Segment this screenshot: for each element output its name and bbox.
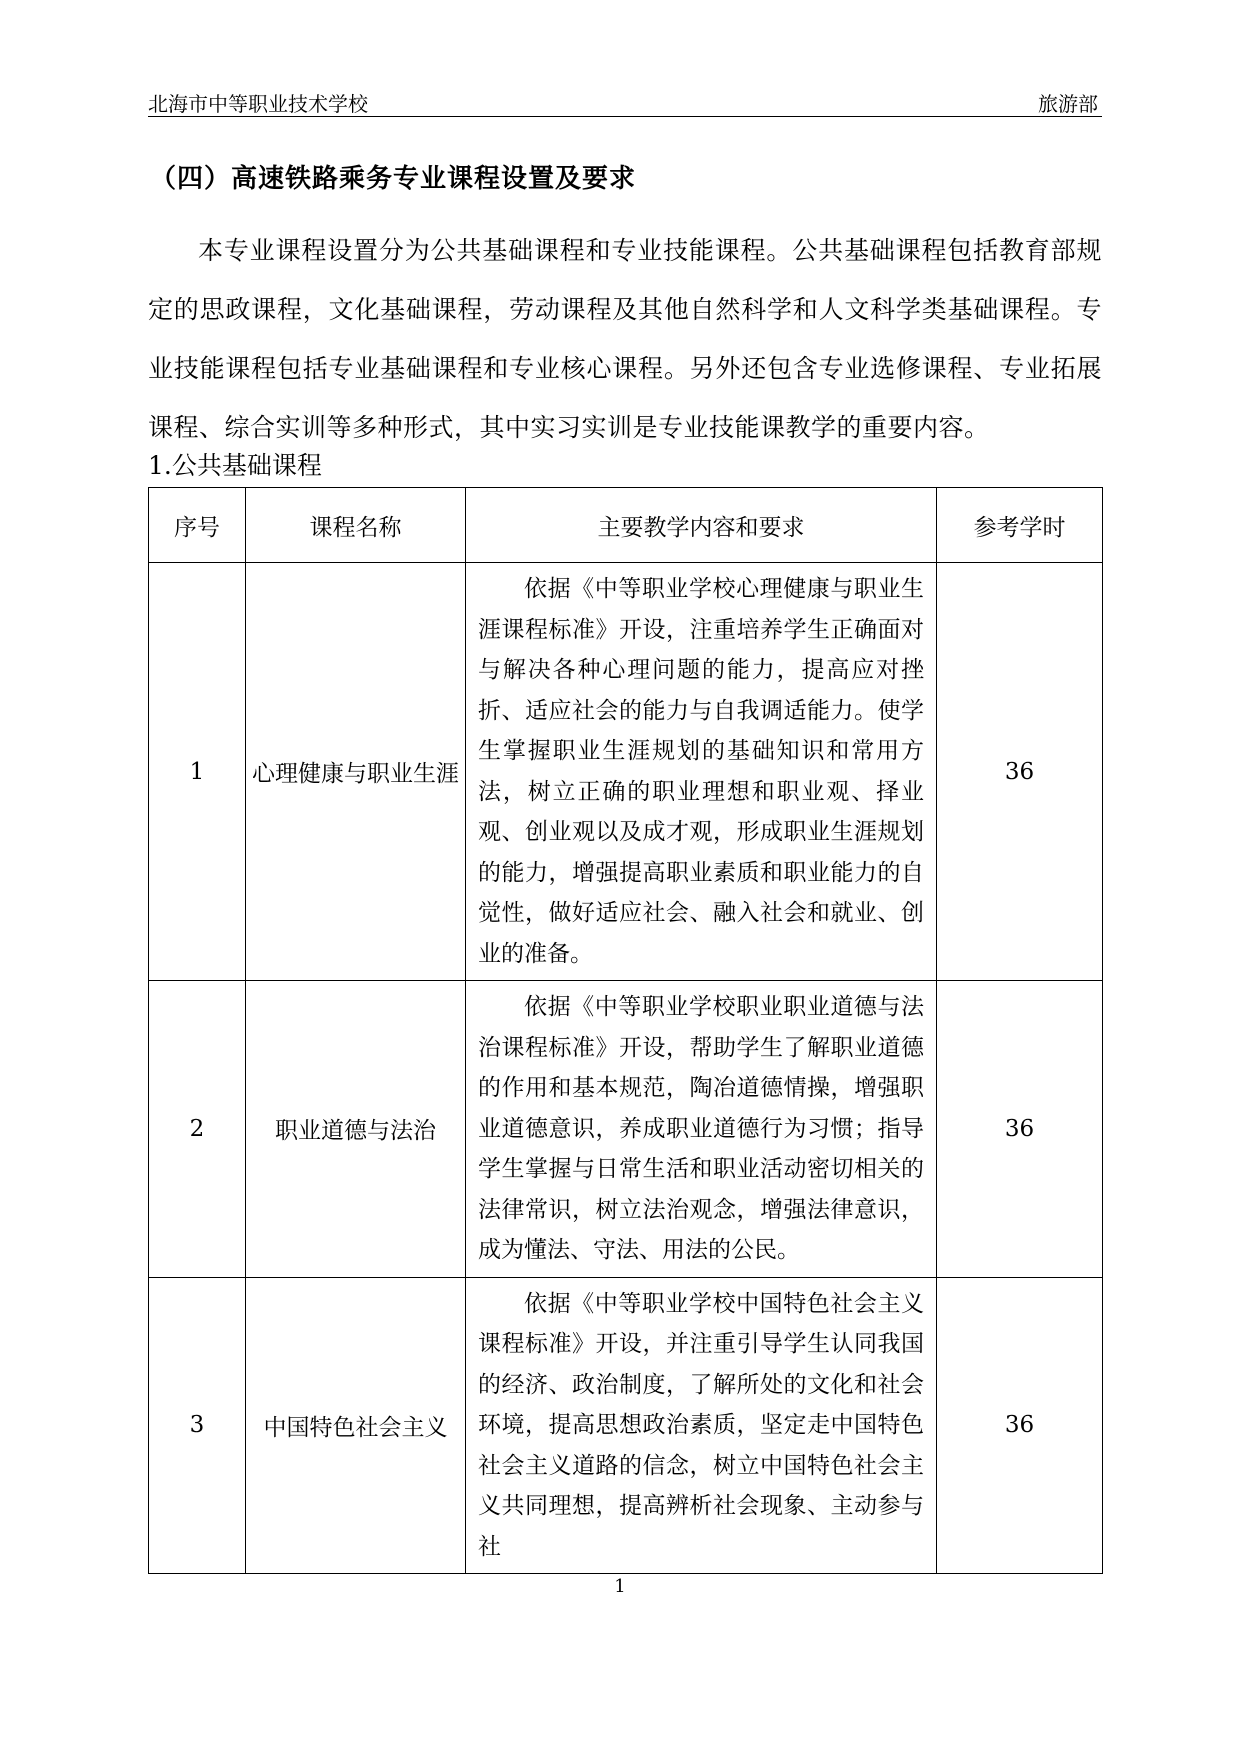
table-row (149, 1277, 1103, 1574)
course-table (148, 487, 1103, 1574)
row-no: 2 (149, 981, 246, 1278)
page-number: 1 (614, 1576, 626, 1597)
table-row (149, 981, 1103, 1278)
row-hours: 36 (937, 981, 1103, 1278)
header-course-name: 课程名称 (246, 488, 466, 563)
row-no: 1 (149, 563, 246, 981)
header-content: 主要教学内容和要求 (466, 488, 937, 563)
row-content: 依据《中等职业学校职业职业道德与法治课程标准》开设，帮助学生了解职业道德的作用和基本规范，陶冶道德情操，增强职业道德意识，养成职业道德行为习惯；指导学生掌握与日常生活和职业活动密切相关的法律常识，树立法治观念，增强法律意识，成为懂法、守法、用法的公民。 (466, 981, 937, 1278)
header-hours: 参考学时 (937, 488, 1103, 563)
row-content: 依据《中等职业学校心理健康与职业生涯课程标准》开设，注重培养学生正确面对与解决各种心理问题的能力，提高应对挫折、适应社会的能力与自我调适能力。使学生掌握职业生涯规划的基础知识和常用方法，树立正确的职业理想和职业观、择业观、创业观以及成才观，形成职业生涯规划的能力，增强提高职业素质和职业能力的自觉性，做好适应社会、融入社会和就业、创业的准备。 (466, 563, 937, 981)
department-name: 旅游部 (1038, 92, 1098, 116)
page-header (148, 86, 1102, 117)
row-hours: 36 (937, 563, 1103, 981)
row-hours: 36 (937, 1277, 1103, 1574)
intro-paragraph: 本专业课程设置分为公共基础课程和专业技能课程。公共基础课程包括教育部规定的思政课程，文化基础课程，劳动课程及其他自然科学和人文科学类基础课程。专业技能课程包括专业基础课程和专业核心课程。另外还包含专业选修课程、专业拓展课程、综合实训等多种形式，其中实习实训是专业技能课教学的重要内容。 (148, 236, 1102, 442)
table-header-row (149, 488, 1103, 563)
header-no: 序号 (149, 488, 246, 563)
row-course-name: 心理健康与职业生涯 (246, 563, 466, 981)
subheading: 1.公共基础课程 (148, 451, 322, 480)
table-row (149, 563, 1103, 981)
row-course-name: 中国特色社会主义 (246, 1277, 466, 1574)
section-title: （四）高速铁路乘务专业课程设置及要求 (150, 164, 637, 194)
row-no: 3 (149, 1277, 246, 1574)
school-name: 北海市中等职业技术学校 (148, 92, 368, 116)
row-content: 依据《中等职业学校中国特色社会主义课程标准》开设，并注重引导学生认同我国的经济、政治制度，了解所处的文化和社会环境，提高思想政治素质，坚定走中国特色社会主义道路的信念，树立中国特色社会主义共同理想，提高辨析社会现象、主动参与社 (466, 1277, 937, 1574)
row-course-name: 职业道德与法治 (246, 981, 466, 1278)
